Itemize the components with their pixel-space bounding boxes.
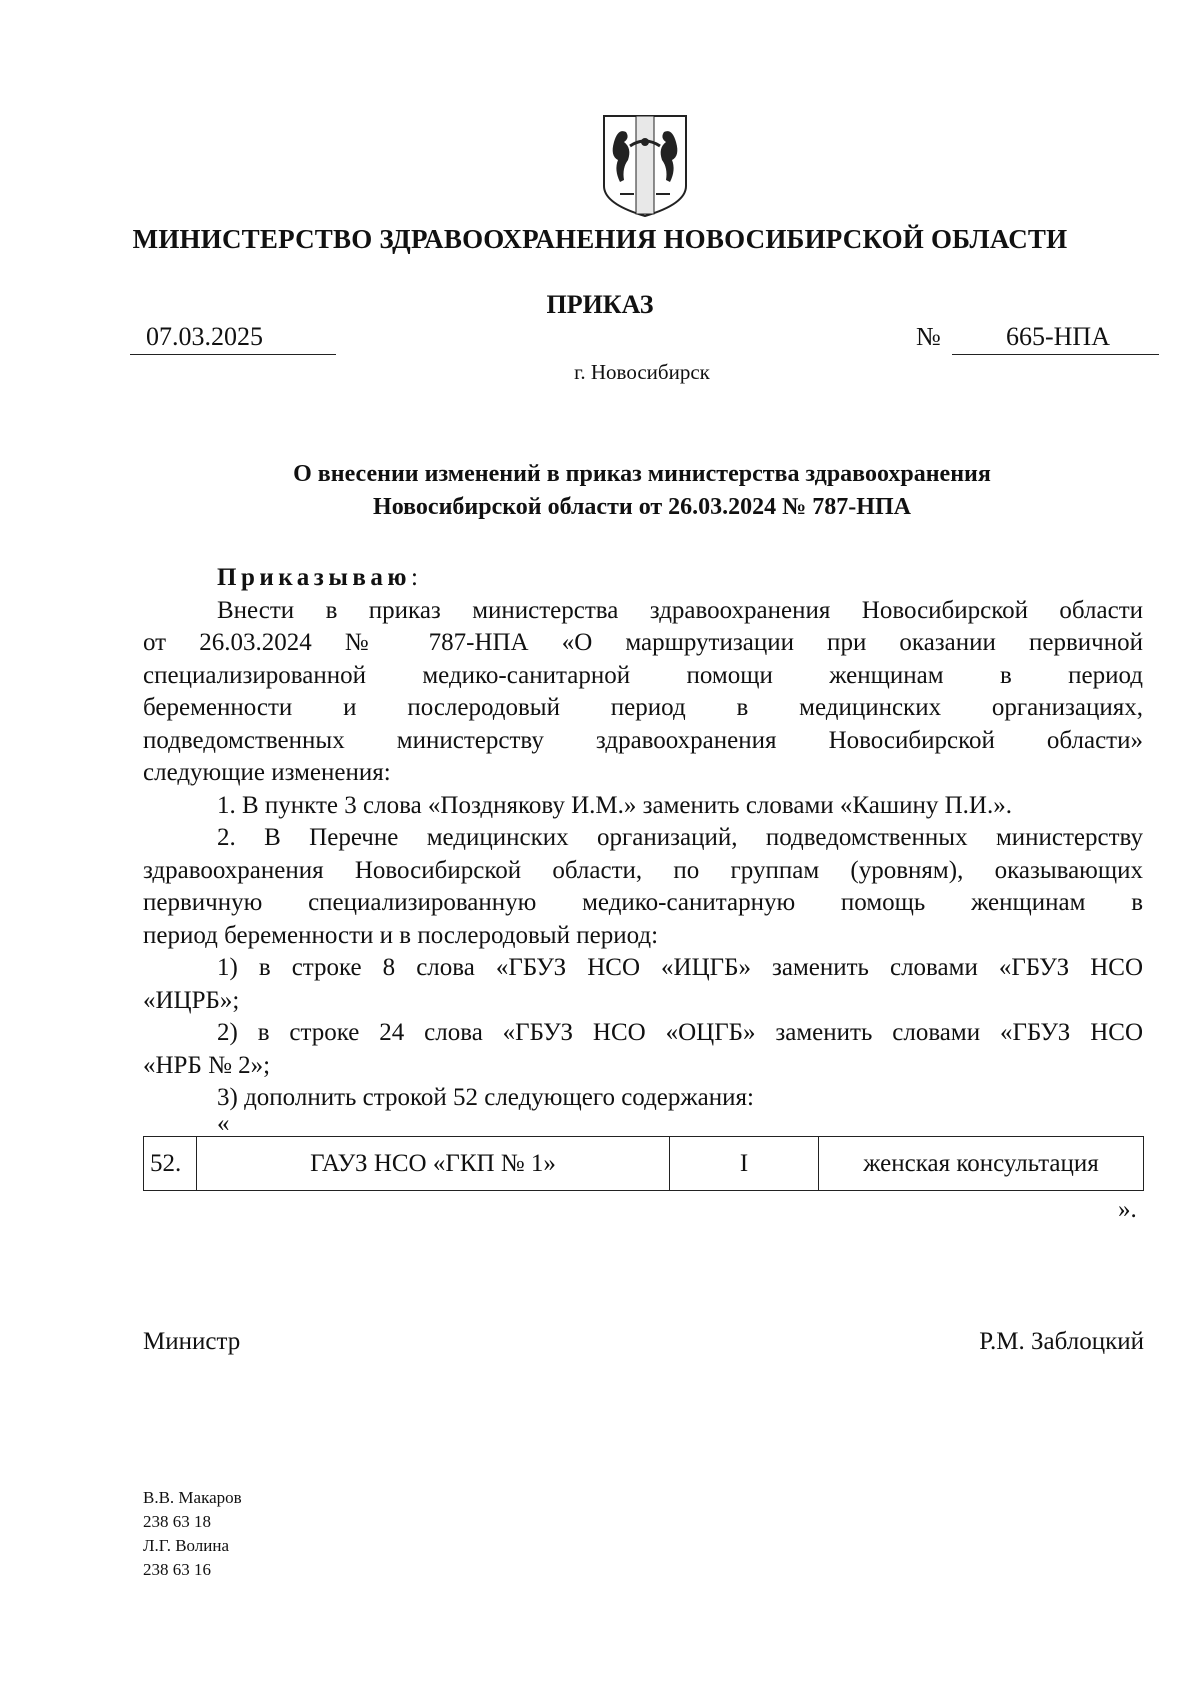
- contact-line: 238 63 16: [143, 1560, 211, 1579]
- command-word: Приказываю: [217, 564, 411, 591]
- body-line: 2) в строке 24 слова «ГБУЗ НСО «ОЦГБ» заменить словами «ГБУЗ НСО: [217, 1019, 1143, 1046]
- order-date: 07.03.2025: [146, 322, 263, 351]
- body-line: «ИЦРБ»;: [143, 987, 240, 1014]
- command-line: [143, 562, 1143, 595]
- table-cell-number: 52.: [144, 1137, 197, 1191]
- order-number: 665-НПА: [1006, 322, 1110, 351]
- table-row: [144, 1137, 1144, 1191]
- body-line: 2. В Перечне медицинских организаций, подведомственных министерству: [217, 824, 1143, 851]
- ministry-name: МИНИСТЕРСТВО ЗДРАВООХРАНЕНИЯ НОВОСИБИРСКОЙ ОБЛАСТИ: [132, 224, 1068, 254]
- body-line: период беременности и в послеродовый период:: [143, 922, 659, 949]
- table-cell-type: женская консультация: [819, 1137, 1144, 1191]
- body-line: «НРБ № 2»;: [143, 1052, 271, 1079]
- signatory-name: Р.М. Заблоцкий: [979, 1328, 1144, 1355]
- body-line: первичную специализированную медико-санитарную помощь женщинам в: [143, 889, 1143, 916]
- coat-of-arms-emblem: [600, 112, 690, 220]
- table-cell-organization: ГАУЗ НСО «ГКП № 1»: [197, 1137, 670, 1191]
- contact-line: 238 63 18: [143, 1512, 211, 1531]
- amendment-table: [143, 1136, 1144, 1191]
- date-underline: [130, 354, 336, 355]
- body-line: специализированной медико-санитарной помощи женщинам в период: [143, 662, 1143, 689]
- order-subject: [0, 458, 1200, 524]
- close-quote: ».: [1118, 1196, 1137, 1223]
- subject-line: Новосибирской области от 26.03.2024 № 787-НПА: [373, 494, 911, 520]
- command-colon: :: [410, 564, 418, 591]
- body-line: подведомственных министерству здравоохранения Новосибирской области»: [143, 727, 1143, 754]
- open-quote: «: [217, 1110, 230, 1137]
- body-line: следующие изменения:: [143, 759, 391, 786]
- body-line: беременности и послеродовый период в медицинских организациях,: [143, 694, 1143, 721]
- body-line: от 26.03.2024 № 787-НПА «О маршрутизации при оказании первичной: [143, 629, 1143, 656]
- number-underline: [952, 354, 1159, 355]
- body-line: 1. В пункте 3 слова «Позднякову И.М.» заменить словами «Кашину П.И.».: [217, 792, 1012, 819]
- signatory-position: Министр: [143, 1328, 241, 1355]
- subject-line: О внесении изменений в приказ министерства здравоохранения: [293, 461, 991, 487]
- body-line: здравоохранения Новосибирской области, по группам (уровням), оказывающих: [143, 857, 1143, 884]
- number-sign: №: [916, 322, 941, 351]
- document-type-title: ПРИКАЗ: [546, 290, 654, 319]
- body-line: 1) в строке 8 слова «ГБУЗ НСО «ИЦГБ» заменить словами «ГБУЗ НСО: [217, 954, 1143, 981]
- body-line: 3) дополнить строкой 52 следующего содержания:: [217, 1084, 754, 1111]
- body-line: Внести в приказ министерства здравоохранения Новосибирской области: [217, 597, 1143, 624]
- contact-line: Л.Г. Волина: [143, 1536, 230, 1555]
- contact-line: В.В. Макаров: [143, 1488, 242, 1507]
- table-cell-level: I: [670, 1137, 819, 1191]
- contacts-block: [143, 1486, 242, 1582]
- city: г. Новосибирск: [574, 360, 710, 384]
